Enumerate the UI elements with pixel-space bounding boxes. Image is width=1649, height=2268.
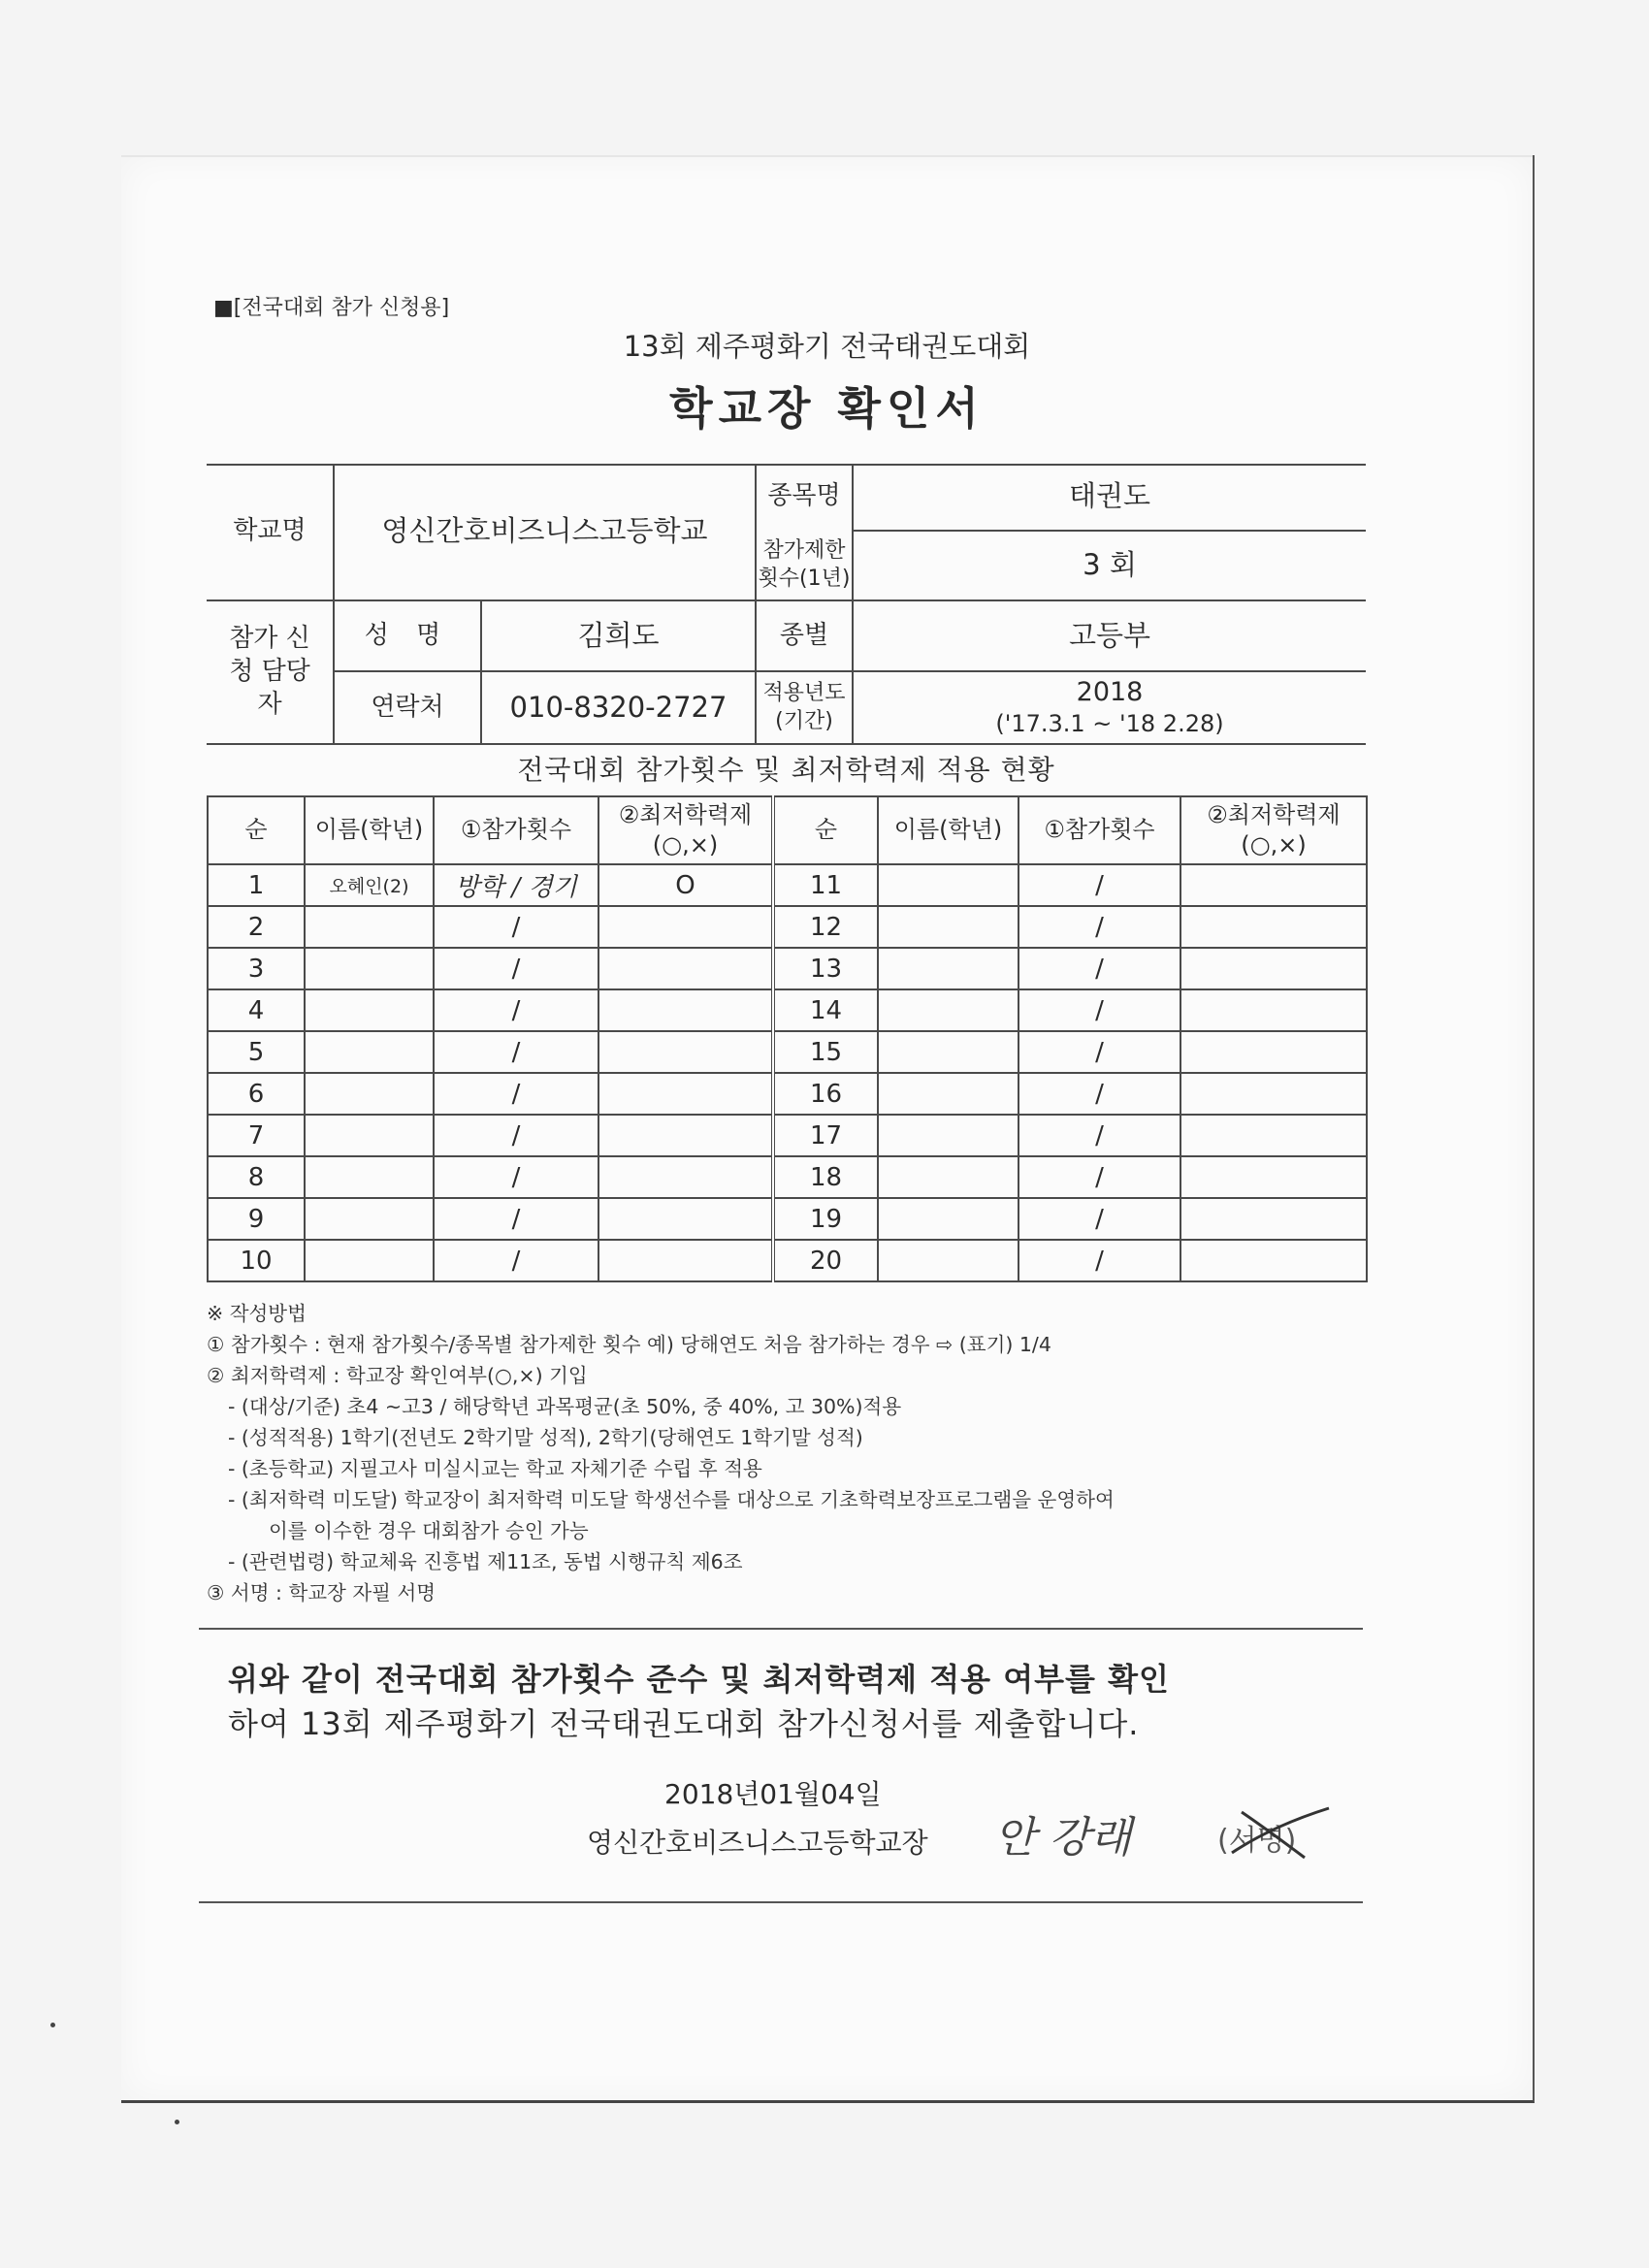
note-subitem: - (관련법령) 학교체육 진흥법 제11조, 동법 시행규칙 제6조 — [228, 1550, 743, 1573]
cell-no: 20 — [773, 1240, 878, 1281]
sheet-edge — [121, 155, 1533, 157]
note-subitem: - (대상/기준) 초4 ~고3 / 해당학년 과목평균(초 50%, 중 40%, 고 30%)적용 — [228, 1395, 902, 1418]
phone-value: 010-8320-2727 — [509, 690, 728, 724]
period-value: ('17.3.1 ~ '18 2.28) — [995, 710, 1224, 738]
note-subitem: - (초등학교) 지필고사 미실시교는 학교 자체기준 수립 후 적용 — [228, 1457, 762, 1480]
cell-count: / — [434, 989, 598, 1031]
cell-count: / — [434, 906, 598, 948]
cell-no: 3 — [208, 948, 305, 989]
scan-speck — [175, 2120, 179, 2124]
year-cell — [854, 672, 1366, 743]
table-row — [208, 948, 1367, 989]
table-row — [208, 1198, 1367, 1240]
cell-no: 13 — [773, 948, 878, 989]
table-header-row — [208, 796, 1367, 864]
table-row — [208, 1156, 1367, 1198]
cell-name — [305, 1156, 434, 1198]
header-no: 순 — [208, 796, 305, 864]
cell-grade — [598, 948, 773, 989]
note-subitem: - (성적적용) 1학기(전년도 2학기말 성적), 2학기(당해연도 1학기말 성적) — [228, 1426, 863, 1449]
division-value: 고등부 — [1068, 618, 1151, 652]
header-count: ①참가횟수 — [434, 796, 598, 864]
confirmation-line-2: 하여 13회 제주평화기 전국태권도대회 참가신청서를 제출합니다. — [228, 1705, 1140, 1742]
handwritten-signature: 안 강래 — [994, 1813, 1132, 1863]
cell-grade — [598, 906, 773, 948]
cell-grade — [598, 1073, 773, 1115]
cell-grade — [1180, 989, 1367, 1031]
cell-count: / — [1018, 948, 1180, 989]
note-item: ② 최저학력제 : 학교장 확인여부(○,×) 기입 — [207, 1364, 588, 1387]
school-label: 학교명 — [233, 516, 307, 546]
cell-name — [305, 1115, 434, 1156]
cell-count: / — [1018, 1156, 1180, 1198]
cell-grade — [598, 989, 773, 1031]
divider — [199, 1628, 1363, 1630]
cell-count: / — [434, 1198, 598, 1240]
cell-name: 오혜인(2) — [305, 864, 434, 906]
cell-count: / — [434, 1156, 598, 1198]
confirmation-statement — [228, 1657, 1170, 1746]
confirmation-line-1: 위와 같이 전국대회 참가횟수 준수 및 최저학력제 적용 여부를 확인 — [228, 1661, 1170, 1698]
note-item: ③ 서명 : 학교장 자필 서명 — [207, 1581, 436, 1604]
document-title: 학교장 확인서 — [669, 382, 985, 435]
limit-value: 3 회 — [1083, 548, 1137, 582]
cell-no: 11 — [773, 864, 878, 906]
cell-no: 17 — [773, 1115, 878, 1156]
cell-no: 2 — [208, 906, 305, 948]
cell-name — [305, 989, 434, 1031]
cell-name — [305, 1240, 434, 1281]
header-no: 순 — [773, 796, 878, 864]
cell-no: 14 — [773, 989, 878, 1031]
cell-no: 6 — [208, 1073, 305, 1115]
cell-no: 5 — [208, 1031, 305, 1073]
cell-name — [878, 948, 1018, 989]
note-item: ① 참가횟수 : 현재 참가횟수/종목별 참가제한 횟수 예) 당해연도 처음 참가하는 경우 ⇨ (표기) 1/4 — [207, 1333, 1051, 1356]
event-value: 태권도 — [1068, 479, 1151, 513]
school-info-table — [207, 464, 1366, 745]
name-label: 성 명 — [364, 620, 451, 650]
form-type-tag: ■[전국대회 참가 신청용] — [213, 296, 450, 320]
cell-grade — [1180, 948, 1367, 989]
cell-name — [305, 948, 434, 989]
divider — [199, 1901, 1363, 1903]
cell-grade — [1180, 864, 1367, 906]
principal-title: 영신간호비즈니스고등학교장 — [587, 1827, 928, 1859]
year-value: 2018 — [1076, 677, 1144, 708]
cell-grade — [1180, 1115, 1367, 1156]
event-title: 13회 제주평화기 전국태권도대회 — [623, 330, 1031, 363]
document-sheet — [121, 155, 1535, 2103]
cell-name — [878, 1031, 1018, 1073]
cell-count: / — [434, 948, 598, 989]
cell-count: / — [1018, 906, 1180, 948]
rule — [207, 743, 1366, 745]
cell-name — [305, 1073, 434, 1115]
division-label: 종별 — [779, 620, 829, 650]
cell-count: / — [1018, 989, 1180, 1031]
cell-count: / — [434, 1031, 598, 1073]
cell-count: / — [434, 1073, 598, 1115]
header-grade: ②최저학력제 (○,×) — [1180, 796, 1367, 864]
cell-no: 9 — [208, 1198, 305, 1240]
cell-grade — [598, 1031, 773, 1073]
cell-grade — [598, 1240, 773, 1281]
cell-grade — [1180, 906, 1367, 948]
cell-name — [878, 1156, 1018, 1198]
cell-grade — [598, 1115, 773, 1156]
cell-count: 방학 / 경기 — [434, 864, 598, 906]
note-subitem-cont: 이를 이수한 경우 대회참가 승인 가능 — [269, 1519, 589, 1542]
cell-no: 16 — [773, 1073, 878, 1115]
phone-label: 연락처 — [371, 692, 444, 722]
cell-count: / — [434, 1115, 598, 1156]
cell-grade — [1180, 1156, 1367, 1198]
scan-speck — [50, 2023, 55, 2027]
cell-name — [878, 864, 1018, 906]
participation-table — [207, 795, 1368, 1282]
contact-name: 김희도 — [577, 618, 660, 652]
note-subitem: - (최저학력 미도달) 학교장이 최저학력 미도달 학생선수를 대상으로 기초학력보장프로그램을 운영하여 — [228, 1488, 1115, 1511]
limit-label: 참가제한 횟수(1년) — [758, 538, 851, 591]
cell-count: / — [1018, 864, 1180, 906]
cell-count: / — [1018, 1115, 1180, 1156]
cell-grade — [1180, 1240, 1367, 1281]
seal-strike-mark — [1227, 1804, 1334, 1863]
cell-grade — [1180, 1073, 1367, 1115]
header-grade: ②최저학력제 (○,×) — [598, 796, 773, 864]
cell-no: 8 — [208, 1156, 305, 1198]
table-row — [208, 1115, 1367, 1156]
cell-grade — [1180, 1031, 1367, 1073]
cell-no: 4 — [208, 989, 305, 1031]
cell-grade: O — [598, 864, 773, 906]
cell-name — [878, 1198, 1018, 1240]
cell-name — [878, 1115, 1018, 1156]
cell-count: / — [434, 1240, 598, 1281]
cell-name — [878, 906, 1018, 948]
table-row — [208, 906, 1367, 948]
cell-name — [305, 1031, 434, 1073]
cell-name — [305, 1198, 434, 1240]
table-row — [208, 1240, 1367, 1281]
instructions — [207, 1298, 1429, 1608]
event-label: 종목명 — [767, 481, 841, 511]
year-label: 적용년도 (기간) — [762, 680, 846, 733]
table-row — [208, 1073, 1367, 1115]
cell-no: 18 — [773, 1156, 878, 1198]
cell-no: 12 — [773, 906, 878, 948]
header-name: 이름(학년) — [878, 796, 1018, 864]
participation-table-title: 전국대회 참가횟수 및 최저학력제 적용 현황 — [517, 754, 1055, 786]
issue-date: 2018년01월04일 — [664, 1778, 882, 1810]
cell-count: / — [1018, 1073, 1180, 1115]
cell-count: / — [1018, 1240, 1180, 1281]
cell-grade — [598, 1156, 773, 1198]
cell-name — [878, 989, 1018, 1031]
table-row — [208, 1031, 1367, 1073]
cell-no: 7 — [208, 1115, 305, 1156]
header-name: 이름(학년) — [305, 796, 434, 864]
cell-name — [878, 1073, 1018, 1115]
cell-count: / — [1018, 1198, 1180, 1240]
cell-no: 19 — [773, 1198, 878, 1240]
cell-no: 15 — [773, 1031, 878, 1073]
cell-no: 1 — [208, 864, 305, 906]
cell-grade — [1180, 1198, 1367, 1240]
cell-no: 10 — [208, 1240, 305, 1281]
cell-name — [305, 906, 434, 948]
contact-group-label: 참가 신청 담당자 — [229, 624, 310, 719]
seal-label: (서명) — [1217, 1824, 1297, 1858]
table-row — [208, 989, 1367, 1031]
note-heading: ※ 작성방법 — [207, 1302, 307, 1325]
cell-count: / — [1018, 1031, 1180, 1073]
header-count: ①참가횟수 — [1018, 796, 1180, 864]
cell-name — [878, 1240, 1018, 1281]
table-row — [208, 864, 1367, 906]
cell-grade — [598, 1198, 773, 1240]
school-name: 영신간호비즈니스고등학교 — [381, 514, 708, 548]
